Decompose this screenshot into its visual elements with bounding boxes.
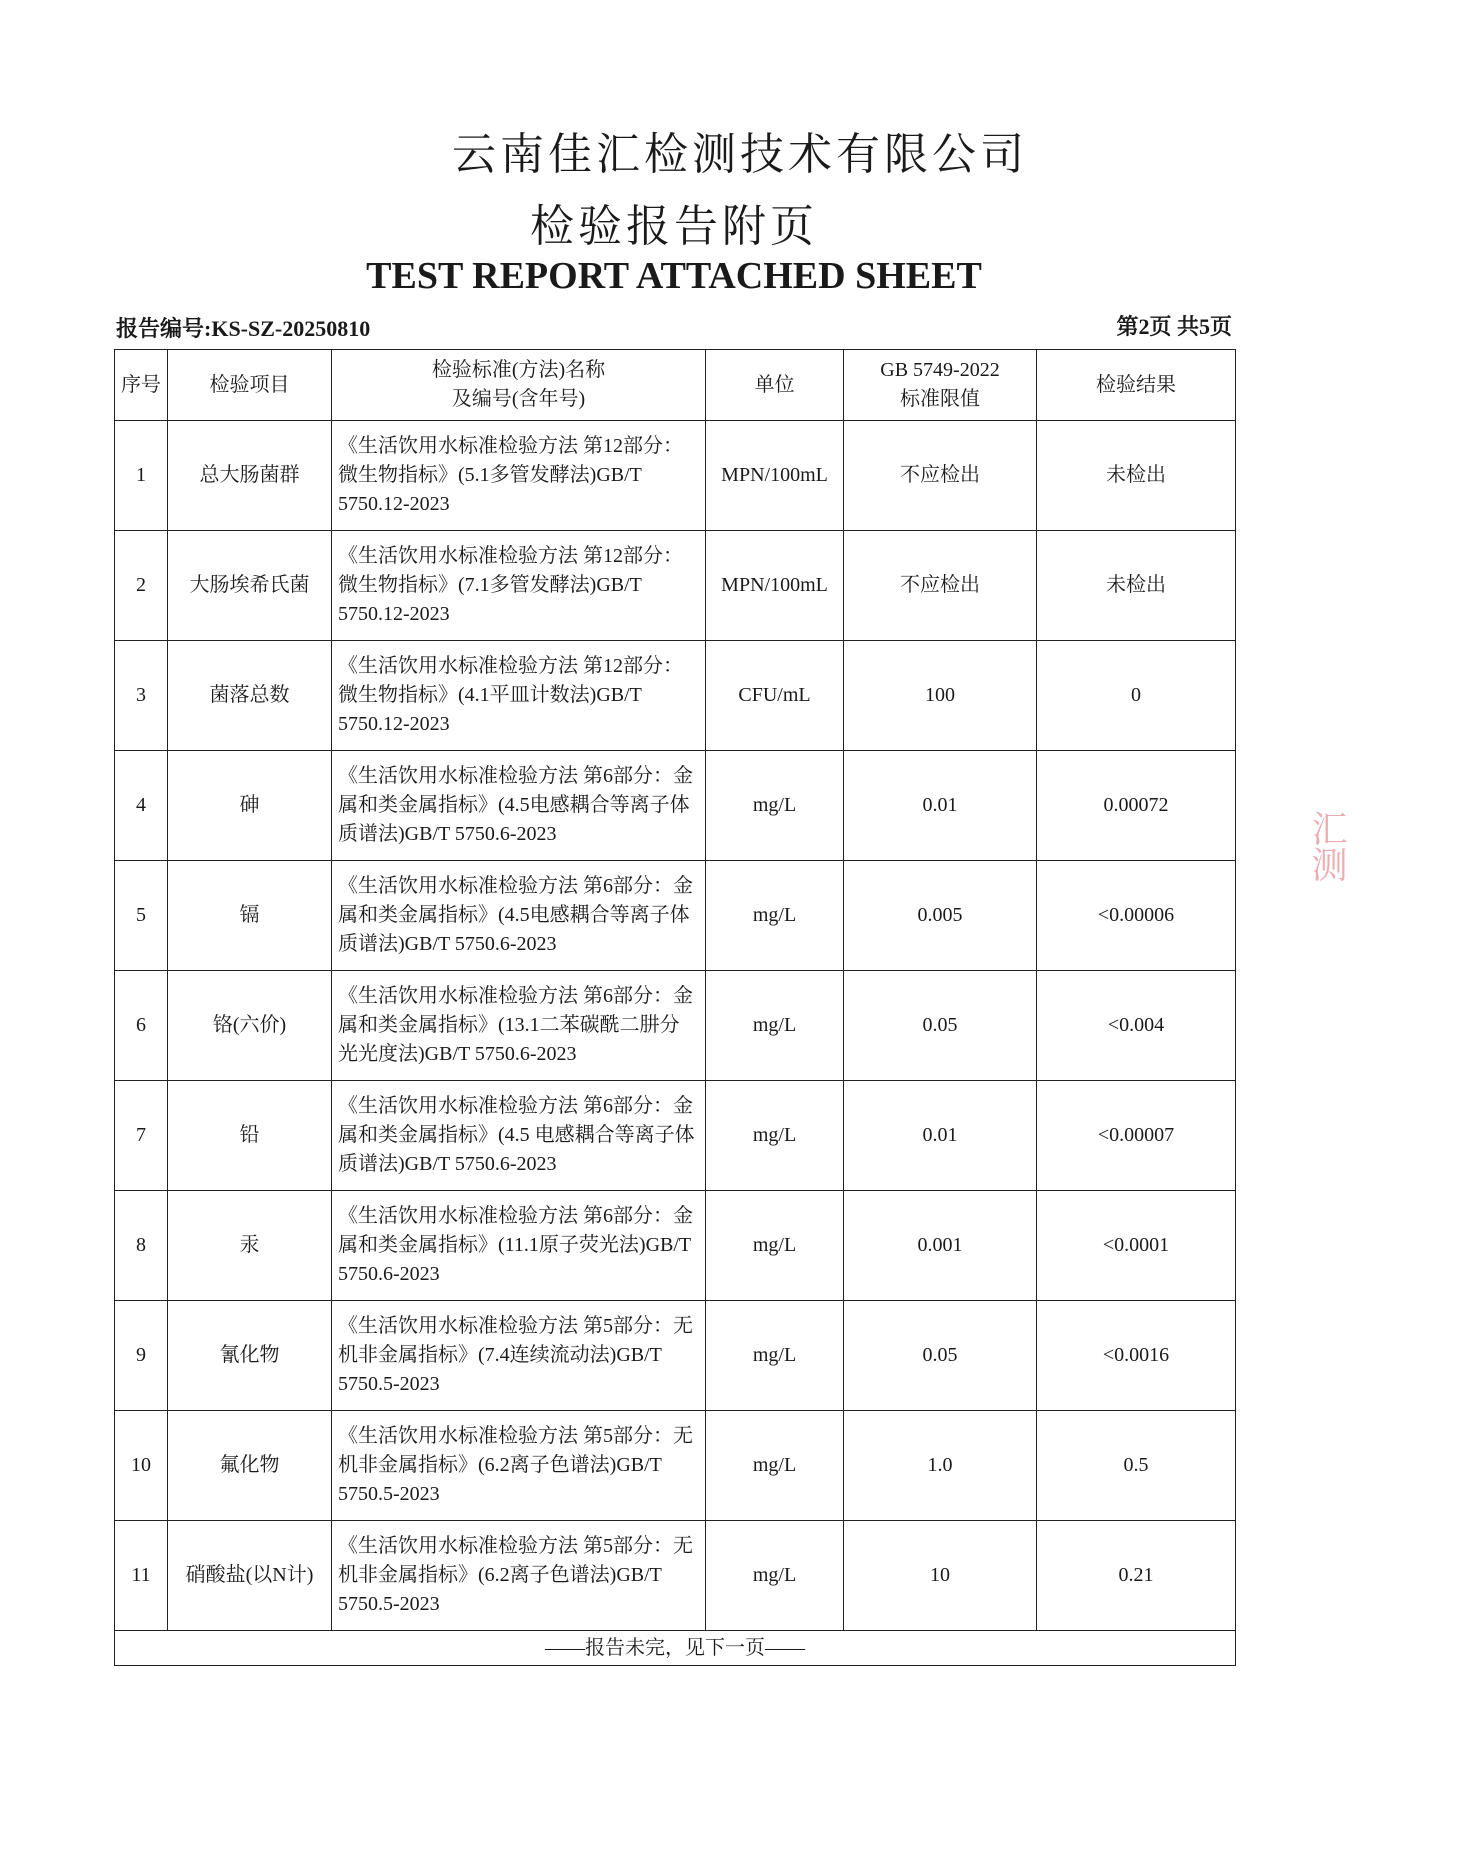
- cell-item: 大肠埃希氏菌: [168, 531, 332, 641]
- table-row: [115, 861, 1236, 971]
- header-result: 检验结果: [1037, 350, 1236, 421]
- cell-limit: 100: [844, 641, 1037, 751]
- cell-no: 4: [115, 751, 168, 861]
- cell-result: 0.00072: [1037, 751, 1236, 861]
- header-method: [332, 350, 706, 421]
- header-method-line1: 检验标准(方法)名称: [431, 359, 606, 381]
- cell-no: 2: [115, 531, 168, 641]
- cell-unit: CFU/mL: [706, 641, 844, 751]
- cell-limit: 0.05: [844, 971, 1037, 1081]
- cell-item: 汞: [168, 1191, 332, 1301]
- cell-item: 总大肠菌群: [168, 421, 332, 531]
- cell-no: 6: [115, 971, 168, 1081]
- cell-result: <0.004: [1037, 971, 1236, 1081]
- header-unit: 单位: [706, 350, 844, 421]
- cell-no: 8: [115, 1191, 168, 1301]
- cell-method: 《生活饮用水标准检验方法 第6部分：金属和类金属指标》(4.5 电感耦合等离子体质谱法)GB/T 5750.6-2023: [332, 1081, 706, 1191]
- table-row: [115, 1081, 1236, 1191]
- test-results-table: [114, 349, 1236, 1666]
- cell-limit: 0.01: [844, 751, 1037, 861]
- table-footer-row: [115, 1631, 1236, 1666]
- cell-unit: mg/L: [706, 1301, 844, 1411]
- cell-method: 《生活饮用水标准检验方法 第5部分：无机非金属指标》(6.2离子色谱法)GB/T 5750.5-2023: [332, 1411, 706, 1521]
- cell-method: 《生活饮用水标准检验方法 第6部分：金属和类金属指标》(13.1二苯碳酰二肼分光光度法)GB/T 5750.6-2023: [332, 971, 706, 1081]
- table-row: [115, 1301, 1236, 1411]
- cell-no: 1: [115, 421, 168, 531]
- cell-method: 《生活饮用水标准检验方法 第6部分：金属和类金属指标》(11.1原子荧光法)GB/T 5750.6-2023: [332, 1191, 706, 1301]
- cell-item: 镉: [168, 861, 332, 971]
- cell-result: <0.0001: [1037, 1191, 1236, 1301]
- cell-method: 《生活饮用水标准检验方法 第5部分：无机非金属指标》(7.4连续流动法)GB/T 5750.5-2023: [332, 1301, 706, 1411]
- table-row: [115, 421, 1236, 531]
- header-limit: [844, 350, 1037, 421]
- cell-method: 《生活饮用水标准检验方法 第6部分：金属和类金属指标》(4.5电感耦合等离子体质谱法)GB/T 5750.6-2023: [332, 861, 706, 971]
- cell-limit: 0.01: [844, 1081, 1037, 1191]
- page-indicator: 第2页 共5页: [1116, 314, 1232, 339]
- table-row: [115, 1411, 1236, 1521]
- table-row: [115, 971, 1236, 1081]
- cell-result: 未检出: [1037, 531, 1236, 641]
- report-title-cn: 检验报告附页: [530, 201, 818, 252]
- continuation-note: ——报告未完，见下一页——: [115, 1631, 1236, 1666]
- cell-method: 《生活饮用水标准检验方法 第12部分：微生物指标》(5.1多管发酵法)GB/T 5750.12-2023: [332, 421, 706, 531]
- cell-no: 11: [115, 1521, 168, 1631]
- cell-limit: 0.005: [844, 861, 1037, 971]
- cell-limit: 0.001: [844, 1191, 1037, 1301]
- cell-limit: 1.0: [844, 1411, 1037, 1521]
- cell-item: 氟化物: [168, 1411, 332, 1521]
- cell-result: 未检出: [1037, 421, 1236, 531]
- cell-limit: 0.05: [844, 1301, 1037, 1411]
- cell-result: 0.21: [1037, 1521, 1236, 1631]
- cell-item: 砷: [168, 751, 332, 861]
- cell-limit: 10: [844, 1521, 1037, 1631]
- table-row: [115, 531, 1236, 641]
- cell-unit: mg/L: [706, 1081, 844, 1191]
- cell-item: 菌落总数: [168, 641, 332, 751]
- cell-method: 《生活饮用水标准检验方法 第5部分：无机非金属指标》(6.2离子色谱法)GB/T 5750.5-2023: [332, 1521, 706, 1631]
- table-row: [115, 1191, 1236, 1301]
- cell-result: <0.00007: [1037, 1081, 1236, 1191]
- report-title-en: TEST REPORT ATTACHED SHEET: [366, 255, 982, 297]
- header-limit-line2: 标准限值: [900, 388, 980, 410]
- cell-item: 硝酸盐(以N计): [168, 1521, 332, 1631]
- cell-unit: mg/L: [706, 751, 844, 861]
- cell-unit: mg/L: [706, 1191, 844, 1301]
- header-no: 序号: [115, 350, 168, 421]
- report-number: 报告编号:KS-SZ-20250810: [116, 316, 371, 341]
- cell-item: 铬(六价): [168, 971, 332, 1081]
- cell-method: 《生活饮用水标准检验方法 第6部分：金属和类金属指标》(4.5电感耦合等离子体质谱法)GB/T 5750.6-2023: [332, 751, 706, 861]
- header-item: 检验项目: [168, 350, 332, 421]
- cell-unit: mg/L: [706, 971, 844, 1081]
- cell-unit: MPN/100mL: [706, 421, 844, 531]
- cell-no: 10: [115, 1411, 168, 1521]
- header-method-line2: 及编号(含年号): [451, 388, 586, 410]
- cell-unit: mg/L: [706, 1521, 844, 1631]
- cell-item: 铅: [168, 1081, 332, 1191]
- table-header-row: [115, 350, 1236, 421]
- header-limit-line1: GB 5749-2022: [880, 359, 1000, 381]
- table-row: [115, 751, 1236, 861]
- table-row: [115, 1521, 1236, 1631]
- cell-no: 7: [115, 1081, 168, 1191]
- cell-no: 3: [115, 641, 168, 751]
- company-name: 云南佳汇检测技术有限公司: [452, 129, 1028, 180]
- cell-item: 氰化物: [168, 1301, 332, 1411]
- cell-result: <0.00006: [1037, 861, 1236, 971]
- cell-method: 《生活饮用水标准检验方法 第12部分：微生物指标》(4.1平皿计数法)GB/T 5750.12-2023: [332, 641, 706, 751]
- cell-unit: mg/L: [706, 1411, 844, 1521]
- cell-no: 5: [115, 861, 168, 971]
- cell-result: <0.0016: [1037, 1301, 1236, 1411]
- cell-limit: 不应检出: [844, 421, 1037, 531]
- cell-result: 0: [1037, 641, 1236, 751]
- table-row: [115, 641, 1236, 751]
- cell-unit: MPN/100mL: [706, 531, 844, 641]
- seal-stamp-fragment: 汇测: [1306, 810, 1347, 882]
- cell-method: 《生活饮用水标准检验方法 第12部分：微生物指标》(7.1多管发酵法)GB/T 5750.12-2023: [332, 531, 706, 641]
- cell-unit: mg/L: [706, 861, 844, 971]
- cell-no: 9: [115, 1301, 168, 1411]
- cell-result: 0.5: [1037, 1411, 1236, 1521]
- cell-limit: 不应检出: [844, 531, 1037, 641]
